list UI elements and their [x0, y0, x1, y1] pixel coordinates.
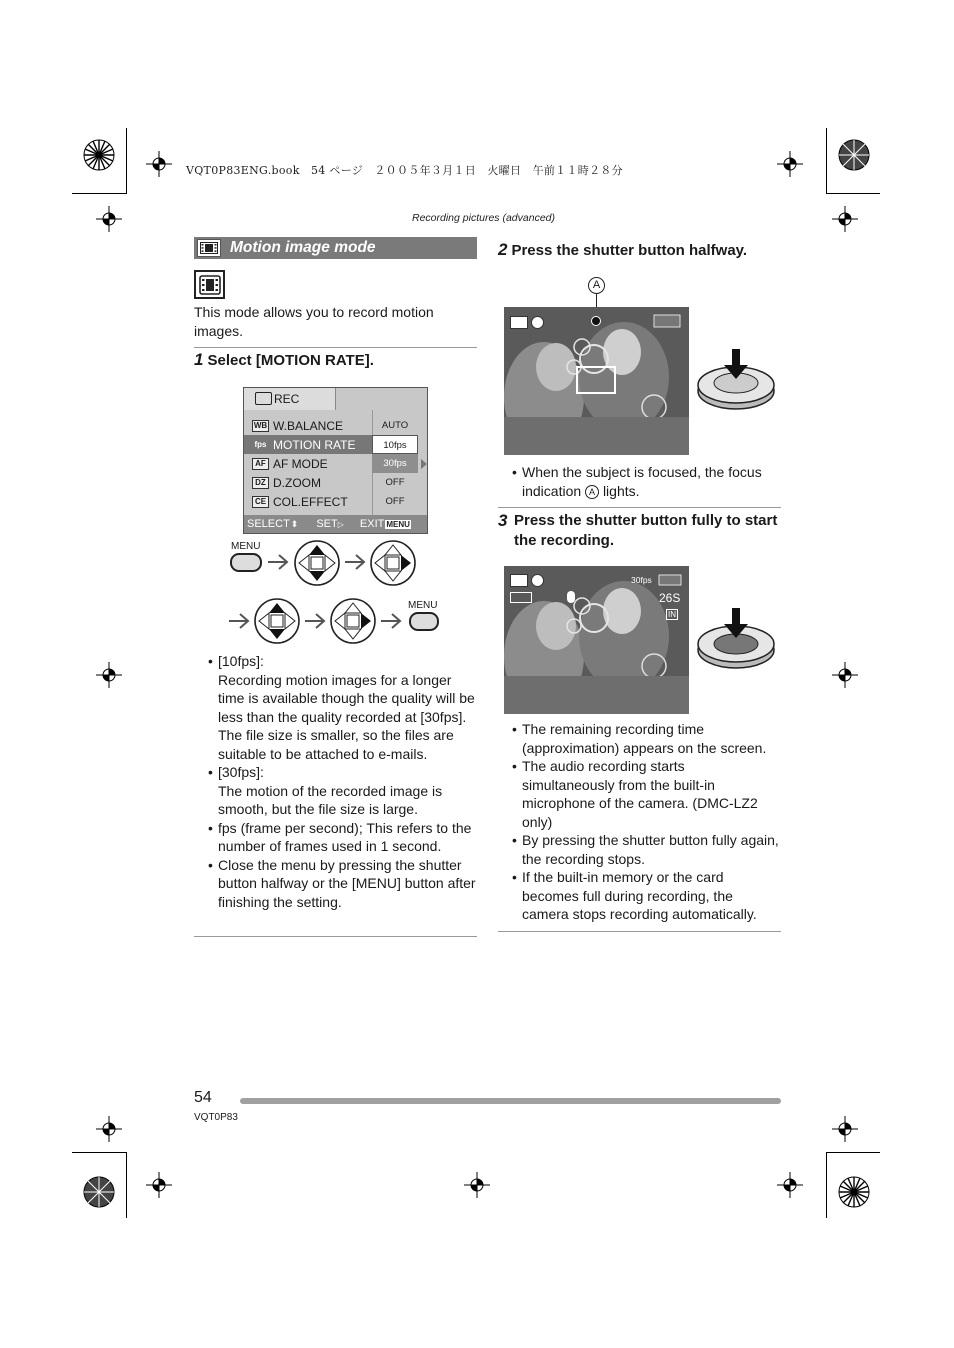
print-slug: VQT0P83ENG.book 54 ページ ２００５年３月１日 火曜日 午前１１時２８分	[186, 164, 623, 177]
menu-tab-label: REC	[274, 392, 300, 406]
color-effect-icon: CE	[252, 496, 269, 508]
fps-indicator: 30fps	[631, 575, 652, 585]
note-remaining-time: • The remaining recording time (approximation) appears on the screen.	[498, 720, 781, 757]
menu-button[interactable]	[409, 612, 439, 631]
section-intro: This mode allows you to record motion images.	[194, 304, 434, 339]
model-code: VQT0P83	[194, 1112, 238, 1123]
arrow-right-icon	[228, 612, 250, 630]
menu-footer: SELECT ⬍ SET ▷ EXIT MENU	[244, 515, 427, 533]
crosshair-mark-bottom-center	[464, 1172, 490, 1198]
triangle-right-icon	[421, 459, 427, 469]
step-2-heading	[498, 240, 781, 261]
focus-indicator-icon	[591, 316, 601, 326]
camera-icon	[255, 392, 272, 405]
cursor-pad-right-pressed-icon	[368, 539, 418, 587]
crosshair-mark-top-right-b	[832, 206, 858, 232]
lcd-preview-recording	[504, 566, 689, 714]
menu-button[interactable]	[230, 553, 262, 572]
crosshair-mark-bottom-right-a	[777, 1172, 803, 1198]
crosshair-mark-top-left-a	[146, 151, 172, 177]
step-number: 3	[498, 511, 508, 530]
note-stop-recording: • By pressing the shutter button fully again, the recording stops.	[498, 831, 781, 868]
note-close-menu: • Close the menu by pressing the shutter button halfway or the [MENU] button after finishing the setting.	[208, 856, 476, 910]
up-down-icon: ⬍	[290, 518, 299, 529]
arrow-right-icon	[380, 612, 402, 630]
crosshair-mark-mid-right	[832, 662, 858, 688]
trim-line	[826, 128, 827, 194]
step-title: Press the shutter button halfway.	[511, 242, 748, 259]
cursor-pad-up-down-icon	[252, 597, 302, 645]
remaining-time: 26S	[659, 591, 681, 605]
photo-two-children-blowing-bubbles	[504, 566, 689, 714]
trim-line	[826, 1152, 827, 1218]
divider	[194, 936, 477, 937]
footer-bar	[240, 1098, 781, 1104]
af-frame-icon	[576, 366, 616, 394]
shutter-full-press-icon	[695, 606, 777, 672]
film-icon	[510, 574, 528, 587]
film-icon	[510, 316, 528, 329]
step-number: 2	[498, 240, 508, 259]
cursor-pad-up-pressed-icon	[292, 539, 342, 587]
menu-value: AUTO	[381, 420, 409, 431]
crosshair-mark-top-left-b	[96, 206, 122, 232]
registration-rosette-bottom-right	[838, 1176, 870, 1208]
arrow-right-icon	[267, 553, 289, 571]
lcd-preview-focus	[504, 307, 689, 455]
step-1-notes	[194, 652, 477, 911]
step-title: Press the shutter button fully to start the recording.	[514, 512, 778, 549]
menu-button-caption: MENU	[408, 600, 438, 611]
trim-line	[826, 193, 880, 194]
note-10fps: • [10fps]: Recording motion images for a longer time is available though the quality will be less than the quality recorded at [30fps]. The file size is smaller, so the files are suitable to be attached to e-mails.	[208, 653, 475, 762]
step-3-notes	[498, 720, 781, 924]
arrow-right-icon	[344, 553, 366, 571]
divider	[498, 931, 781, 932]
step-2-note: • When the subject is focused, the focus indication A lights.	[512, 464, 762, 499]
shutter-half-press-icon	[695, 347, 777, 413]
registration-rosette-bottom-left	[83, 1176, 115, 1208]
divider	[194, 347, 477, 348]
page-number: 54	[194, 1089, 212, 1106]
divider	[498, 507, 781, 508]
step-number: 1	[194, 350, 204, 369]
callout-a-inline: A	[585, 485, 599, 499]
registration-rosette-top-left	[83, 139, 115, 171]
trim-line	[72, 1152, 126, 1153]
menu-button-caption: MENU	[231, 541, 261, 552]
note-fps-definition: • fps (frame per second); This refers to the number of frames used in 1 second.	[208, 819, 472, 854]
motion-rate-option-30fps[interactable]: 30fps	[372, 454, 418, 473]
crosshair-mark-top-right-a	[777, 151, 803, 177]
flash-off-icon	[531, 574, 544, 587]
menu-item-motion-rate[interactable]: fps MOTION RATE	[244, 435, 372, 454]
motion-rate-option-10fps[interactable]: 10fps	[372, 435, 418, 454]
crosshair-mark-bottom-left-a	[96, 1116, 122, 1142]
menu-item-af-mode[interactable]: AF AF MODE	[244, 454, 372, 473]
menu-item-digital-zoom[interactable]: DZ D.ZOOM	[244, 473, 372, 492]
crosshair-mark-mid-left	[96, 662, 122, 688]
digital-zoom-icon: DZ	[252, 477, 269, 489]
step-1-heading	[194, 350, 477, 371]
af-icon: AF	[252, 458, 269, 470]
running-head: Recording pictures (advanced)	[412, 212, 555, 224]
trim-line	[72, 193, 126, 194]
arrow-right-icon	[304, 612, 326, 630]
menu-tab	[244, 388, 336, 410]
trim-line	[126, 1152, 127, 1218]
fps-icon: fps	[252, 439, 269, 451]
right-triangle-icon: ▷	[337, 519, 344, 529]
step-title: Select [MOTION RATE].	[207, 352, 374, 369]
step-3-heading	[498, 511, 781, 551]
cursor-pad-right-pressed-icon	[328, 597, 378, 645]
menu-item-color-effect[interactable]: CE COL.EFFECT	[244, 492, 372, 511]
section-header	[194, 237, 477, 259]
registration-rosette-top-right	[838, 139, 870, 171]
stabilizer-icon	[510, 592, 532, 603]
note-30fps: • [30fps]: The motion of the recorded image is smooth, but the file size is large.	[208, 764, 443, 817]
crosshair-mark-bottom-left-b	[146, 1172, 172, 1198]
flash-off-icon	[531, 316, 544, 329]
microphone-icon	[567, 591, 575, 603]
motion-mode-icon	[194, 270, 225, 299]
white-balance-icon: WB	[253, 420, 268, 430]
crosshair-mark-bottom-right-b	[832, 1116, 858, 1142]
menu-badge: MENU	[386, 519, 410, 529]
menu-item-white-balance[interactable]: WB W.BALANCE	[253, 418, 344, 433]
note-memory-full: • If the built-in memory or the card becomes full during recording, the camera stops recording automatically.	[498, 868, 781, 924]
menu-value: OFF	[385, 496, 405, 507]
note-audio-recording: • The audio recording starts simultaneously from the built-in microphone of the camera. (DMC-LZ2 only)	[498, 757, 781, 831]
section-title: Motion image mode	[230, 239, 376, 256]
film-icon	[197, 239, 221, 257]
callout-a-label: A	[588, 277, 605, 294]
trim-line	[126, 128, 127, 194]
trim-line	[826, 1152, 880, 1153]
menu-value: OFF	[385, 477, 405, 488]
rec-menu-screen	[243, 387, 428, 534]
step-3-bullet-list	[498, 720, 781, 924]
built-in-memory-icon: IN	[668, 610, 676, 619]
